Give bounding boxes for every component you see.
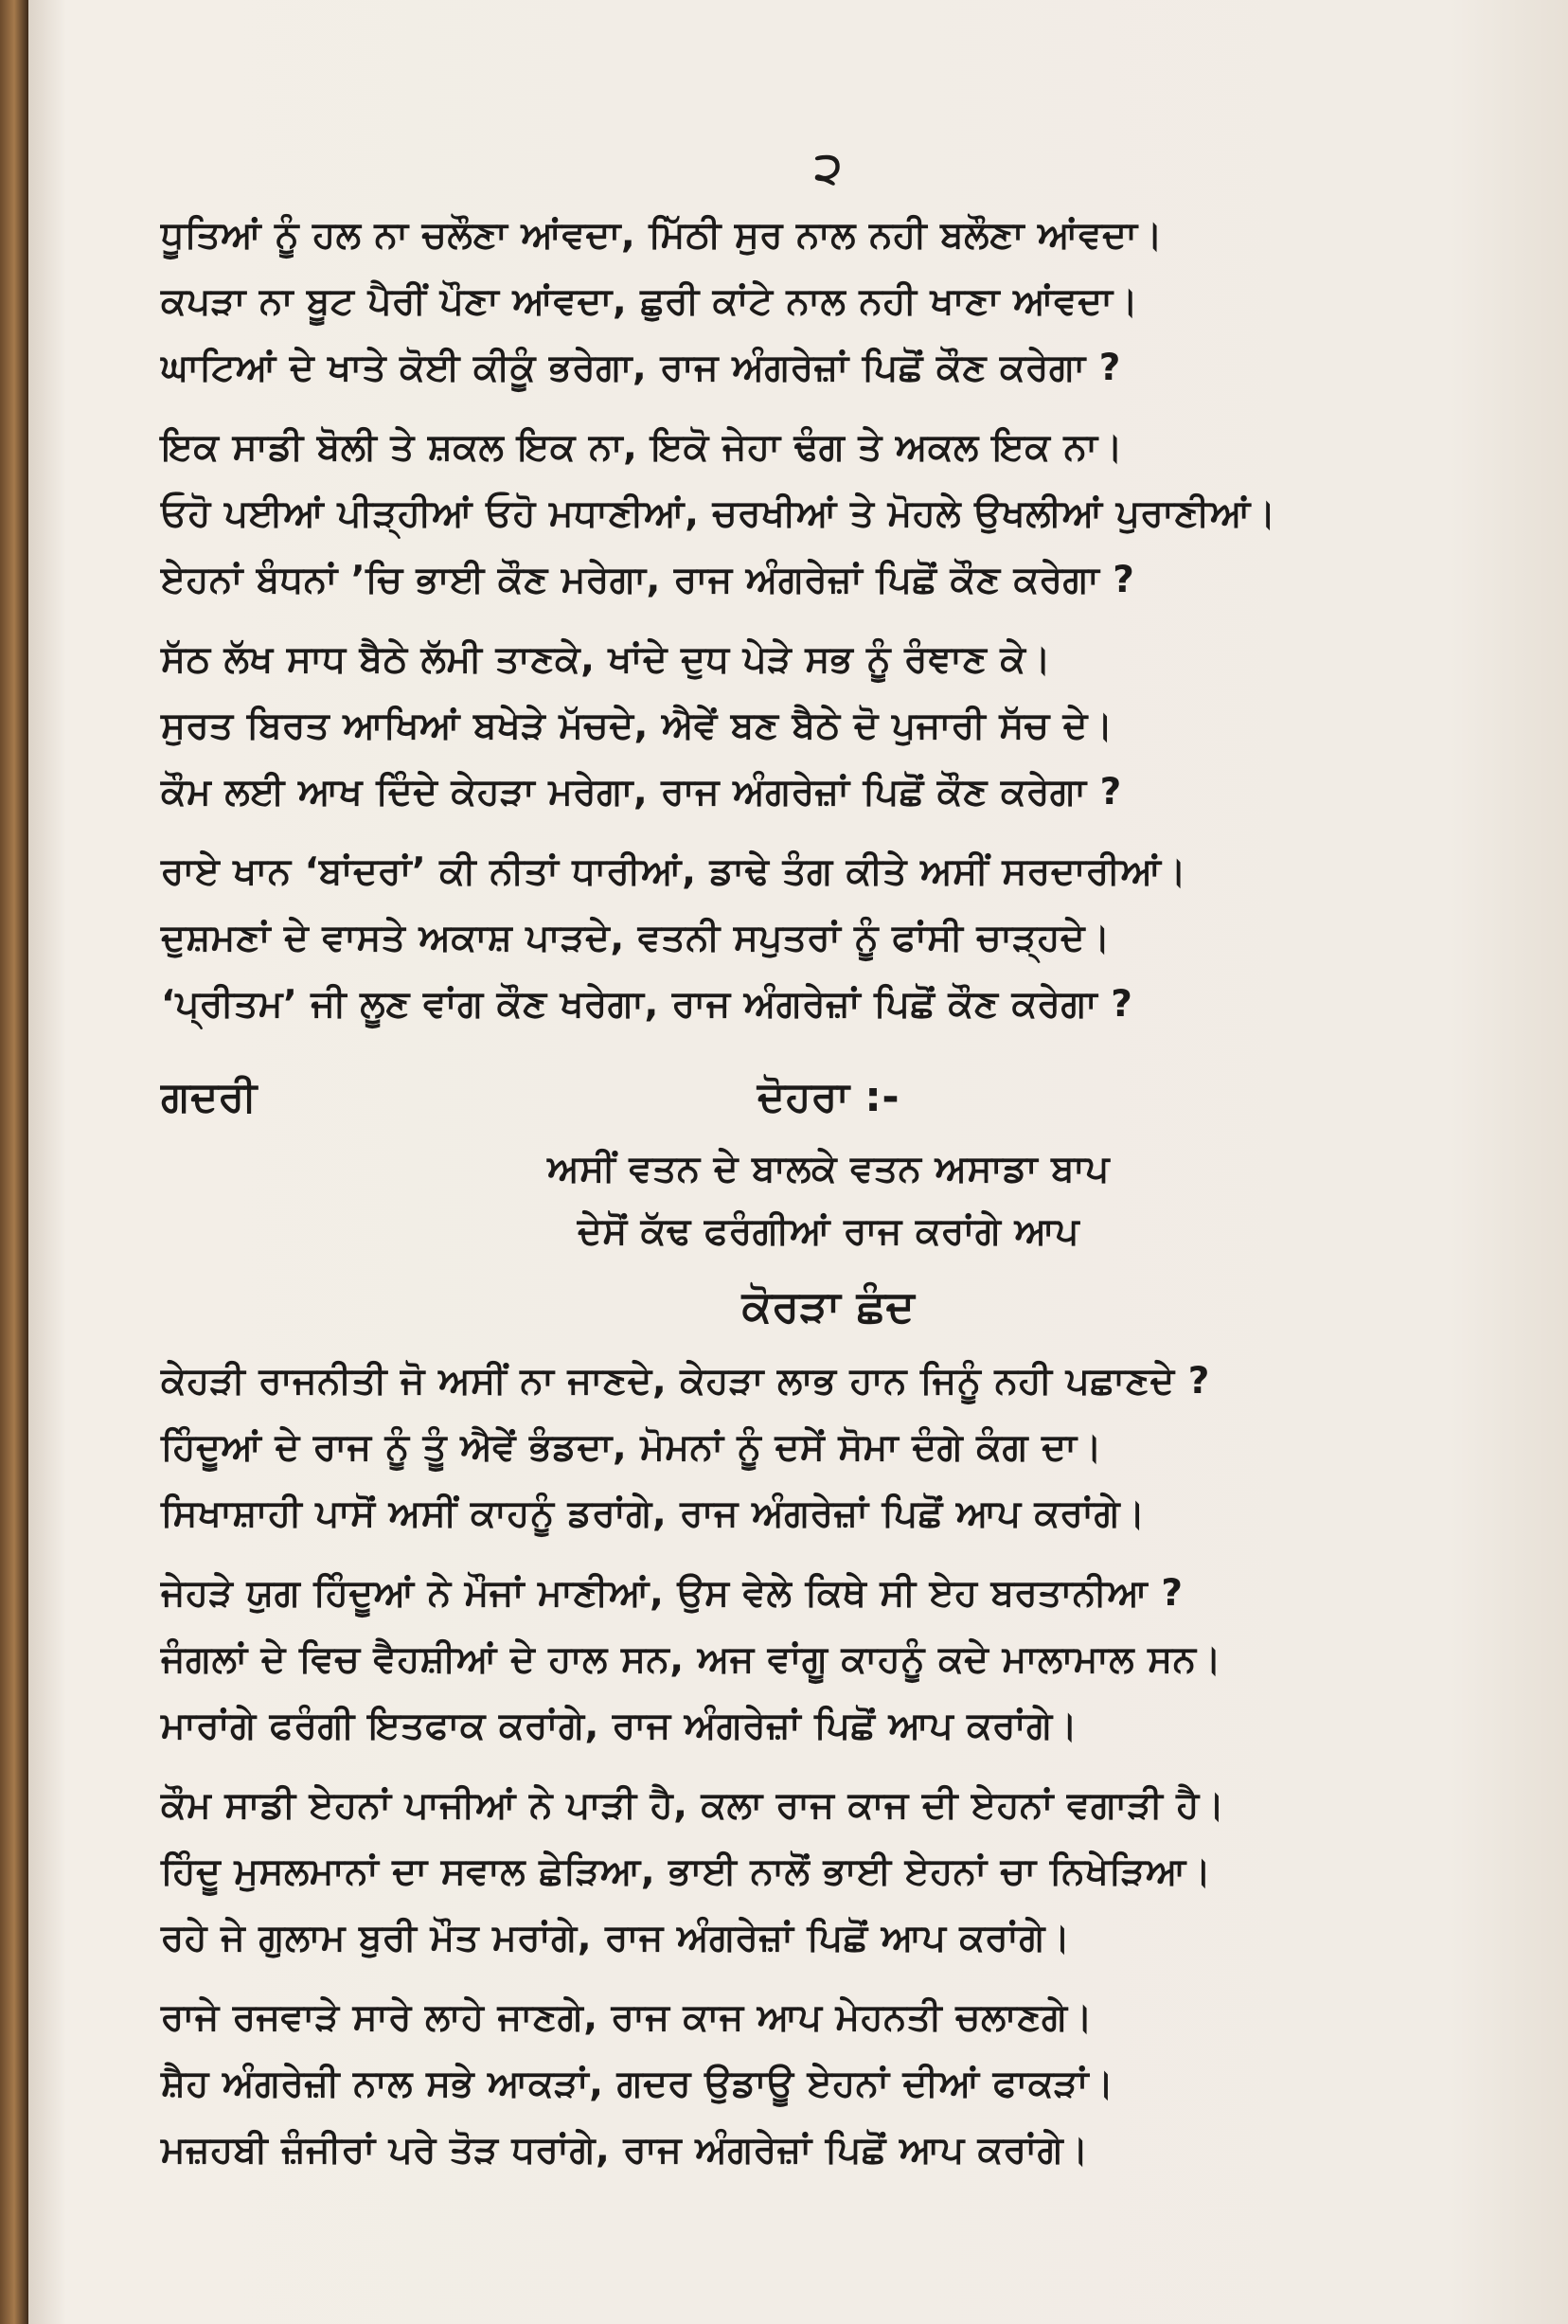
dohra-line: ਦੇਸੋਂ ਕੱਢ ਫਰੰਗੀਆਂ ਰਾਜ ਕਰਾਂਗੇ ਆਪ: [577, 1210, 1080, 1253]
stanza: [161, 415, 1496, 614]
verse-line: ਕੌਮ ਲਈ ਆਖ ਦਿੰਦੇ ਕੇਹੜਾ ਮਰੇਗਾ, ਰਾਜ ਅੰਗਰੇਜ਼ਾਂ ਪਿਛੋਂ ਕੌਣ ਕਰੇਗਾ ?: [161, 771, 1122, 813]
verse-line: ਰਾਏ ਖਾਨ ‘ਬਾਂਦਰਾਂ’ ਕੀ ਨੀਤਾਂ ਧਾਰੀਆਂ, ਡਾਢੇ ਤੰਗ ਕੀਤੇ ਅਸੀਂ ਸਰਦਾਰੀਆਂ।: [161, 850, 1187, 893]
verse-line: ਮਜ਼ਹਬੀ ਜ਼ੰਜੀਰਾਂ ਪਰੇ ਤੋੜ ਧਰਾਂਗੇ, ਰਾਜ ਅੰਗਰੇਜ਼ਾਂ ਪਿਛੋਂ ਆਪ ਕਰਾਂਗੇ।: [161, 2129, 1089, 2172]
verse-line: ਘਾਟਿਆਂ ਦੇ ਖਾਤੇ ਕੋਈ ਕੀਕੂੰ ਭਰੇਗਾ, ਰਾਜ ਅੰਗਰੇਜ਼ਾਂ ਪਿਛੋਂ ਕੌਣ ਕਰੇਗਾ ?: [161, 347, 1121, 389]
verse-line: ਦੁਸ਼ਮਣਾਂ ਦੇ ਵਾਸਤੇ ਅਕਾਸ਼ ਪਾੜਦੇ, ਵਤਨੀ ਸਪੁਤਰਾਂ ਨੂੰ ਫਾਂਸੀ ਚਾੜ੍ਹਦੇ।: [161, 917, 1111, 959]
book-spine: [0, 0, 28, 2324]
page-content: [161, 142, 1496, 2197]
verse-line: ਸੁਰਤ ਬਿਰਤ ਆਖਿਆਂ ਬਖੇੜੇ ਮੱਚਦੇ, ਐਵੇਂ ਬਣ ਬੈਠੇ ਦੋ ਪੁਜਾਰੀ ਸੱਚ ਦੇ।: [161, 705, 1114, 747]
stanza: [161, 627, 1496, 826]
dohra-line: ਅਸੀਂ ਵਤਨ ਦੇ ਬਾਲਕੇ ਵਤਨ ਅਸਾਡਾ ਬਾਪ: [547, 1148, 1110, 1190]
stanza: [161, 1561, 1496, 1760]
verse-line: ਸ਼ੈਹ ਅੰਗਰੇਜ਼ੀ ਨਾਲ ਸਭੇ ਆਕੜਾਂ, ਗਦਰ ਉਡਾਊ ਏਹਨਾਂ ਦੀਆਂ ਫਾਕੜਾਂ।: [161, 2063, 1114, 2105]
stanza: [161, 203, 1496, 402]
poem-part-2: [161, 1349, 1496, 2184]
verse-line: ਹਿੰਦੂਆਂ ਦੇ ਰਾਜ ਨੂੰ ਤੂੰ ਐਵੇਂ ਭੰਡਦਾ, ਮੋਮਨਾਂ ਨੂੰ ਦਸੇਂ ਸੋਮਾ ਦੰਗੇ ਕੰਗ ਦਾ।: [161, 1426, 1103, 1469]
verse-line: ਜੰਗਲਾਂ ਦੇ ਵਿਚ ਵੈਹਸ਼ੀਆਂ ਦੇ ਹਾਲ ਸਨ, ਅਜ ਵਾਂਗੂ ਕਾਹਨੂੰ ਕਦੇ ਮਾਲਾਮਾਲ ਸਨ।: [161, 1638, 1222, 1681]
verse-line: ਰਹੇ ਜੇ ਗੁਲਾਮ ਬੁਰੀ ਮੌਤ ਮਰਾਂਗੇ, ਰਾਜ ਅੰਗਰੇਜ਼ਾਂ ਪਿਛੋਂ ਆਪ ਕਰਾਂਗੇ।: [161, 1917, 1071, 1959]
heading-row: [161, 1057, 1496, 1138]
verse-line: ‘ਪ੍ਰੀਤਮ’ ਜੀ ਲੂਣ ਵਾਂਗ ਕੌਣ ਖਰੇਗਾ, ਰਾਜ ਅੰਗਰੇਜ਼ਾਂ ਪਿਛੋਂ ਕੌਣ ਕਰੇਗਾ ?: [161, 983, 1133, 1026]
stanza: [161, 1773, 1496, 1972]
verse-line: ਸੱਠ ਲੱਖ ਸਾਧ ਬੈਠੇ ਲੱਮੀ ਤਾਣਕੇ, ਖਾਂਦੇ ਦੁਧ ਪੇੜੇ ਸਭ ਨੂੰ ਰੰਞਾਣ ਕੇ।: [161, 638, 1052, 681]
stanza: [161, 1349, 1496, 1547]
verse-line: ਇਕ ਸਾਡੀ ਬੋਲੀ ਤੇ ਸ਼ਕਲ ਇਕ ਨਾ, ਇਕੋ ਜੇਹਾ ਢੰਗ ਤੇ ਅਕਲ ਇਕ ਨਾ।: [161, 426, 1124, 469]
verse-line: ਹਿੰਦੂ ਮੁਸਲਮਾਨਾਂ ਦਾ ਸਵਾਲ ਛੇੜਿਆ, ਭਾਈ ਨਾਲੋਂ ਭਾਈ ਏਹਨਾਂ ਚਾ ਨਿਖੇੜਿਆ।: [161, 1850, 1212, 1893]
verse-line: ਮਾਰਾਂਗੇ ਫਰੰਗੀ ਇਤਫਾਕ ਕਰਾਂਗੇ, ਰਾਜ ਅੰਗਰੇਜ਼ਾਂ ਪਿਛੋਂ ਆਪ ਕਰਾਂਗੇ।: [161, 1705, 1078, 1747]
verse-line: ਏਹਨਾਂ ਬੰਧਨਾਂ ’ਚਿ ਭਾਈ ਕੌਣ ਮਰੇਗਾ, ਰਾਜ ਅੰਗਰੇਜ਼ਾਂ ਪਿਛੋਂ ਕੌਣ ਕਰੇਗਾ ?: [161, 559, 1135, 601]
page-number: ੨: [814, 142, 843, 193]
stanza: [161, 839, 1496, 1038]
verse-line: ਧੂਤਿਆਂ ਨੂੰ ਹਲ ਨਾ ਚਲੌਣਾ ਆਂਵਦਾ, ਮਿੱਠੀ ਸੁਰ ਨਾਲ ਨਹੀ ਬਲੌਣਾ ਆਂਵਦਾ।: [161, 214, 1164, 257]
verse-line: ਕੌਮ ਸਾਡੀ ਏਹਨਾਂ ਪਾਜੀਆਂ ਨੇ ਪਾੜੀ ਹੈ, ਕਲਾ ਰਾਜ ਕਾਜ ਦੀ ਏਹਨਾਂ ਵਗਾੜੀ ਹੈ।: [161, 1784, 1225, 1827]
dohra-heading: ਦੋਹਰਾ :-: [757, 1073, 900, 1121]
verse-line: ਕੇਹੜੀ ਰਾਜਨੀਤੀ ਜੋ ਅਸੀਂ ਨਾ ਜਾਣਦੇ, ਕੇਹੜਾ ਲਾਭ ਹਾਨ ਜਿਨੂੰ ਨਹੀ ਪਛਾਣਦੇ ?: [161, 1360, 1210, 1403]
verse-line: ਸਿਖਾਸ਼ਾਹੀ ਪਾਸੋਂ ਅਸੀਂ ਕਾਹਨੂੰ ਡਰਾਂਗੇ, ਰਾਜ ਅੰਗਰੇਜ਼ਾਂ ਪਿਛੋਂ ਆਪ ਕਰਾਂਗੇ।: [161, 1493, 1146, 1535]
verse-line: ਜੇਹੜੇ ਯੁਗ ਹਿੰਦੂਆਂ ਨੇ ਮੌਜਾਂ ਮਾਣੀਆਂ, ਉਸ ਵੇਲੇ ਕਿਥੇ ਸੀ ਏਹ ਬਰਤਾਨੀਆ ?: [161, 1572, 1184, 1615]
verse-line: ਰਾਜੇ ਰਜਵਾੜੇ ਸਾਰੇ ਲਾਹੇ ਜਾਣਗੇ, ਰਾਜ ਕਾਜ ਆਪ ਮੇਹਨਤੀ ਚਲਾਣਗੇ।: [161, 1996, 1094, 2039]
stanza: [161, 1985, 1496, 2184]
verse-line: ਕਪੜਾ ਨਾ ਬੂਟ ਪੈਰੀਂ ਪੌਣਾ ਆਂਵਦਾ, ਛੁਰੀ ਕਾਂਟੇ ਨਾਲ ਨਹੀ ਖਾਣਾ ਆਂਵਦਾ।: [161, 280, 1139, 323]
korda-chhand-heading: ਕੋਰੜਾ ਛੰਦ: [741, 1280, 916, 1332]
poem-part-1: [161, 203, 1496, 1038]
verse-line: ਓਹੋ ਪਈਆਂ ਪੀੜ੍ਹੀਆਂ ਓਹੋ ਮਧਾਣੀਆਂ, ਚਰਖੀਆਂ ਤੇ ਮੋਹਲੇ ਉਖਲੀਆਂ ਪੁਰਾਣੀਆਂ।: [161, 492, 1276, 535]
dohra-couplet: [161, 1138, 1496, 1263]
gadri-heading: ਗਦਰੀ: [161, 1073, 258, 1121]
